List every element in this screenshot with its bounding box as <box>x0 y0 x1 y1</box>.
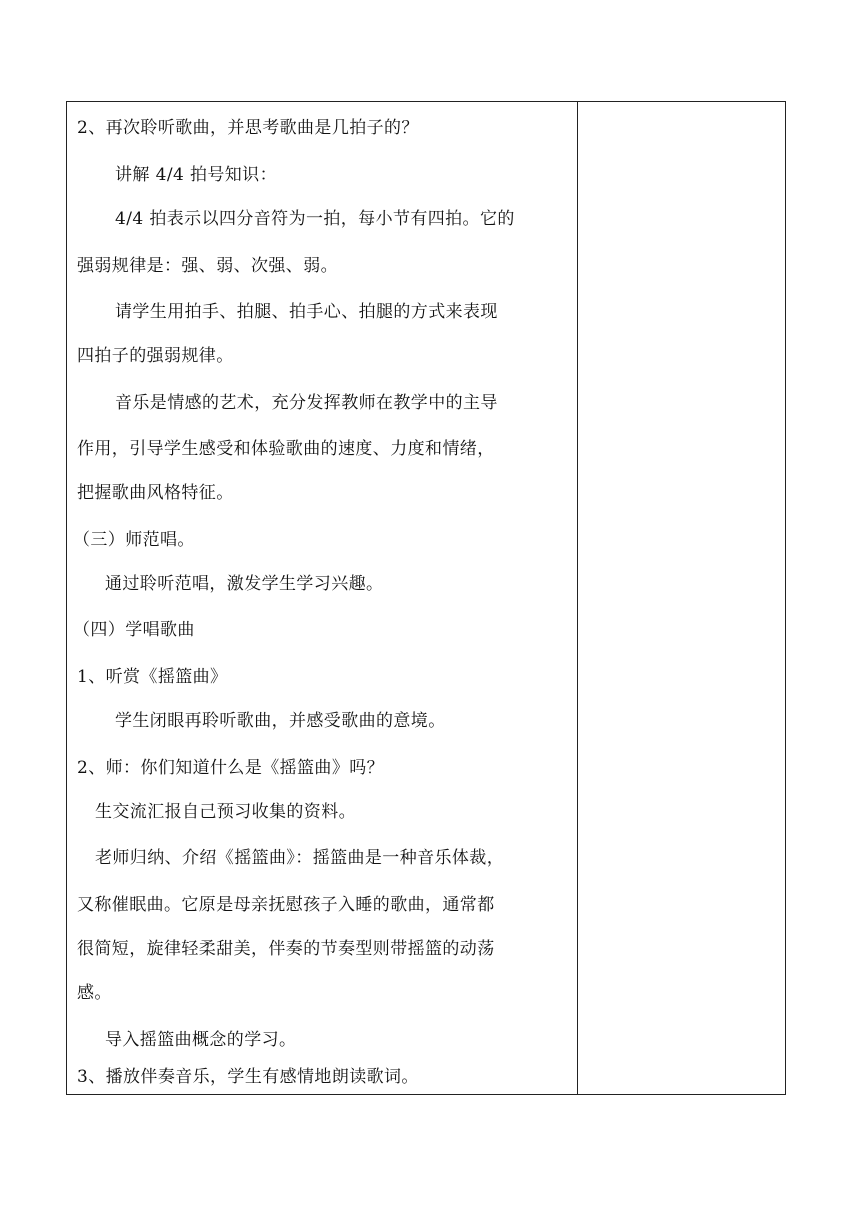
text-line: 音乐是情感的艺术，充分发挥教师在教学中的主导 <box>115 393 498 413</box>
text-line: 学生闭眼再聆听歌曲，并感受歌曲的意境。 <box>115 711 446 731</box>
text-line: 1、听赏《摇篮曲》 <box>77 667 228 687</box>
text-line: 又称催眠曲。它原是母亲抚慰孩子入睡的歌曲，通常都 <box>77 895 495 915</box>
text-line: 作用，引导学生感受和体验歌曲的速度、力度和情绪， <box>77 439 495 459</box>
text-line: 请学生用拍手、拍腿、拍手心、拍腿的方式来表现 <box>115 302 498 322</box>
text-line: 讲解 4/4 拍号知识： <box>115 165 277 185</box>
lesson-plan-table <box>66 101 786 1095</box>
teaching-process-cell <box>67 102 578 1094</box>
text-line: 强弱规律是：强、弱、次强、弱。 <box>77 256 338 276</box>
text-line: 2、再次聆听歌曲，并思考歌曲是几拍子的？ <box>77 118 419 138</box>
text-line: 导入摇篮曲概念的学习。 <box>105 1030 297 1050</box>
text-line: 把握歌曲风格特征。 <box>77 483 234 503</box>
notes-cell <box>578 102 785 1094</box>
text-line: 2、师：你们知道什么是《摇篮曲》吗？ <box>77 758 385 778</box>
text-line: 通过聆听范唱，激发学生学习兴趣。 <box>105 574 384 594</box>
text-line: 感。 <box>77 983 112 1003</box>
text-line: 很简短，旋律轻柔甜美，伴奏的节奏型则带摇篮的动荡 <box>77 939 495 959</box>
text-line: 3、播放伴奏音乐，学生有感情地朗读歌词。 <box>77 1067 419 1087</box>
section-heading: （四）学唱歌曲 <box>73 620 195 640</box>
text-line: 老师归纳、介绍《摇篮曲》：摇篮曲是一种音乐体裁， <box>95 848 505 868</box>
text-line: 四拍子的强弱规律。 <box>77 346 234 366</box>
text-line: 4/4 拍表示以四分音符为一拍，每小节有四拍。它的 <box>115 209 515 229</box>
section-heading: （三）师范唱。 <box>73 530 195 550</box>
text-line: 生交流汇报自己预习收集的资料。 <box>95 802 356 822</box>
